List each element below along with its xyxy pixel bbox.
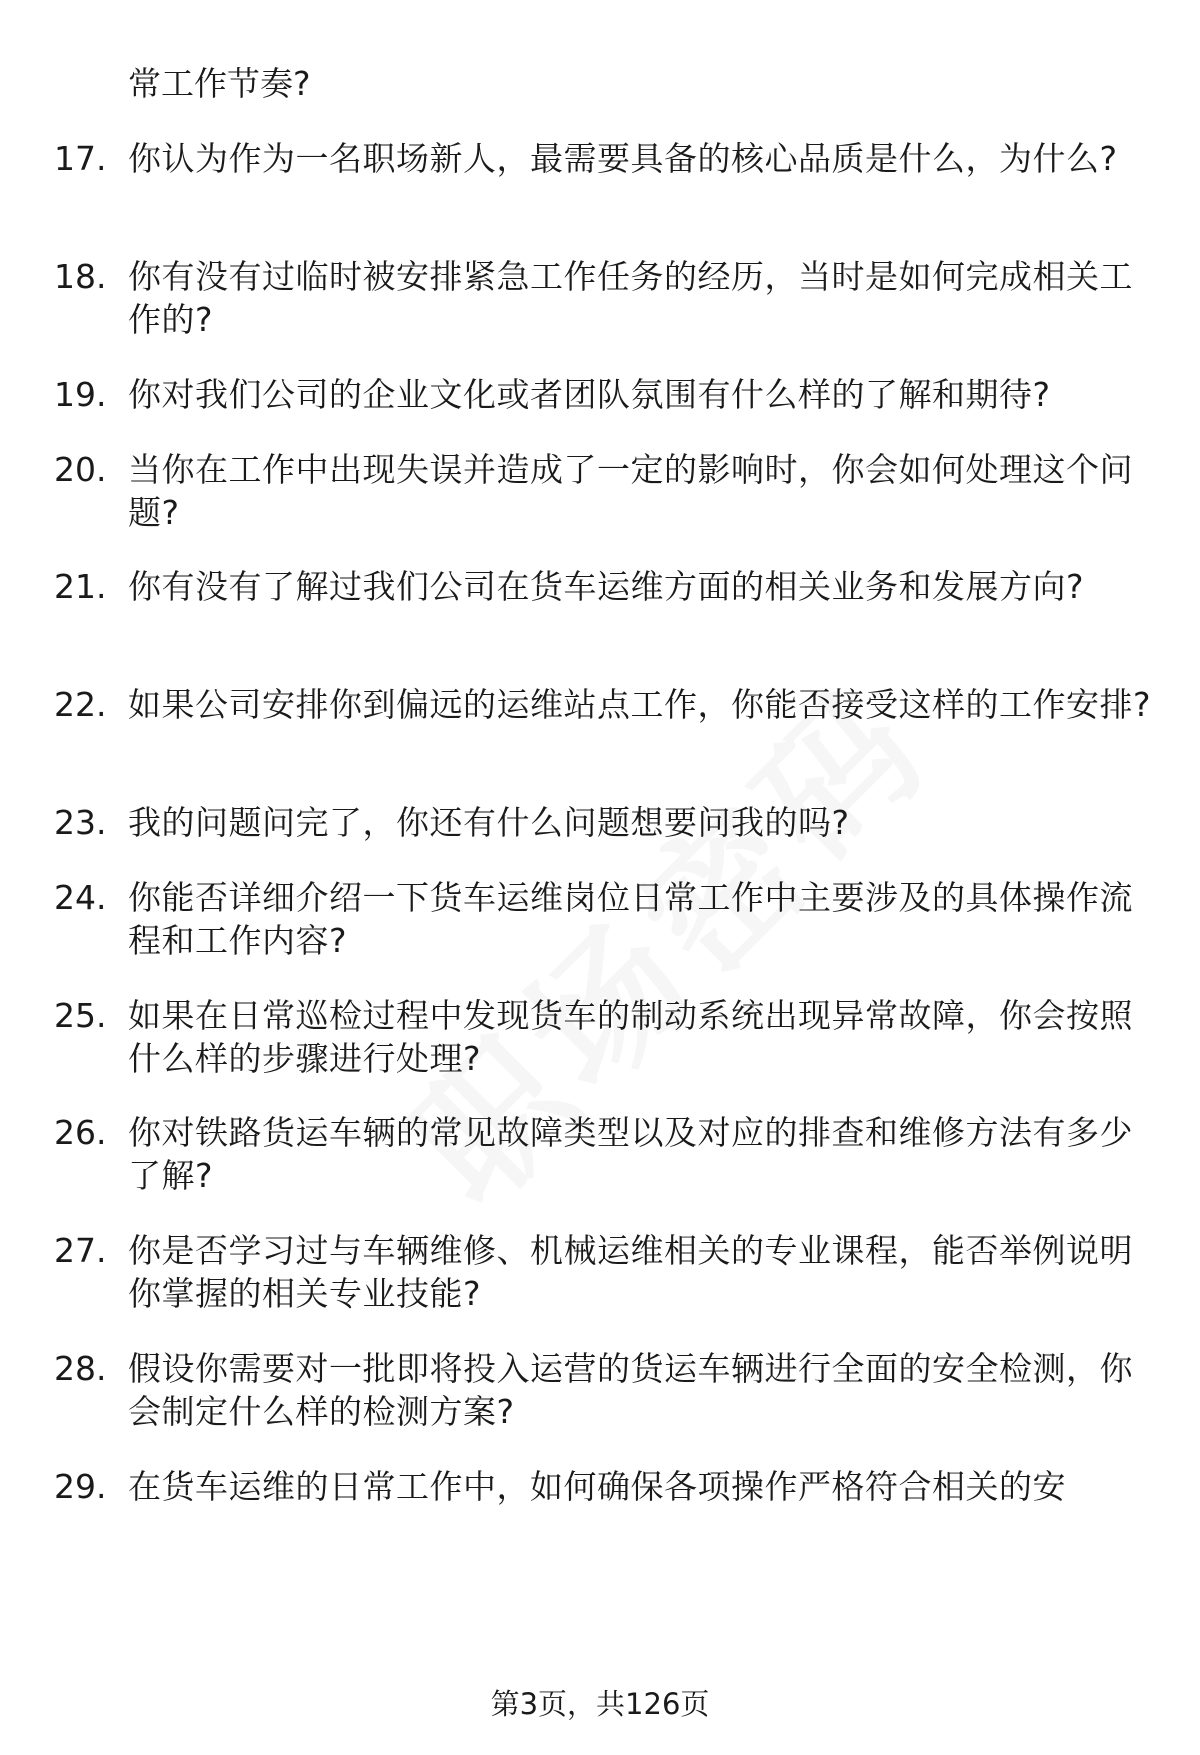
question-text: 你认为作为一名职场新人，最需要具备的核心品质是什么，为什么? bbox=[128, 139, 1118, 178]
question-number: 25. bbox=[54, 996, 107, 1035]
page-footer: 第3页，共126页 bbox=[490, 1687, 710, 1721]
question-text: 你能否详细介绍一下货车运维岗位日常工作中主要涉及的具体操作流程和工作内容? bbox=[128, 878, 1133, 960]
question-text: 你是否学习过与车辆维修、机械运维相关的专业课程，能否举例说明你掌握的相关专业技能? bbox=[128, 1231, 1133, 1313]
continuation-text: 常工作节奏? bbox=[128, 64, 311, 103]
question-text: 你有没有了解过我们公司在货车运维方面的相关业务和发展方向? bbox=[128, 567, 1085, 606]
question-number: 18. bbox=[54, 257, 107, 296]
question-text: 如果公司安排你到偏远的运维站点工作，你能否接受这样的工作安排? bbox=[128, 685, 1152, 724]
question-text: 当你在工作中出现失误并造成了一定的影响时，你会如何处理这个问题? bbox=[128, 450, 1133, 532]
question-text: 你对铁路货运车辆的常见故障类型以及对应的排查和维修方法有多少了解? bbox=[128, 1113, 1133, 1195]
question-number: 20. bbox=[54, 450, 107, 489]
question-number: 17. bbox=[54, 139, 107, 178]
question-number: 24. bbox=[54, 878, 107, 917]
question-number: 19. bbox=[54, 375, 107, 414]
question-number: 22. bbox=[54, 685, 107, 724]
question-text: 你对我们公司的企业文化或者团队氛围有什么样的了解和期待? bbox=[128, 375, 1051, 414]
question-number: 29. bbox=[54, 1467, 107, 1506]
question-text: 如果在日常巡检过程中发现货车的制动系统出现异常故障，你会按照什么样的步骤进行处理? bbox=[128, 996, 1133, 1078]
question-text: 我的问题问完了，你还有什么问题想要问我的吗? bbox=[128, 803, 850, 842]
question-text: 你有没有过临时被安排紧急工作任务的经历，当时是如何完成相关工作的? bbox=[128, 257, 1133, 339]
question-number: 27. bbox=[54, 1231, 107, 1270]
question-number: 23. bbox=[54, 803, 107, 842]
question-text: 在货车运维的日常工作中，如何确保各项操作严格符合相关的安 bbox=[128, 1467, 1066, 1506]
question-number: 28. bbox=[54, 1349, 107, 1388]
question-text: 假设你需要对一批即将投入运营的货运车辆进行全面的安全检测，你会制定什么样的检测方案? bbox=[128, 1349, 1133, 1431]
question-number: 26. bbox=[54, 1113, 107, 1152]
question-number: 21. bbox=[54, 567, 107, 606]
